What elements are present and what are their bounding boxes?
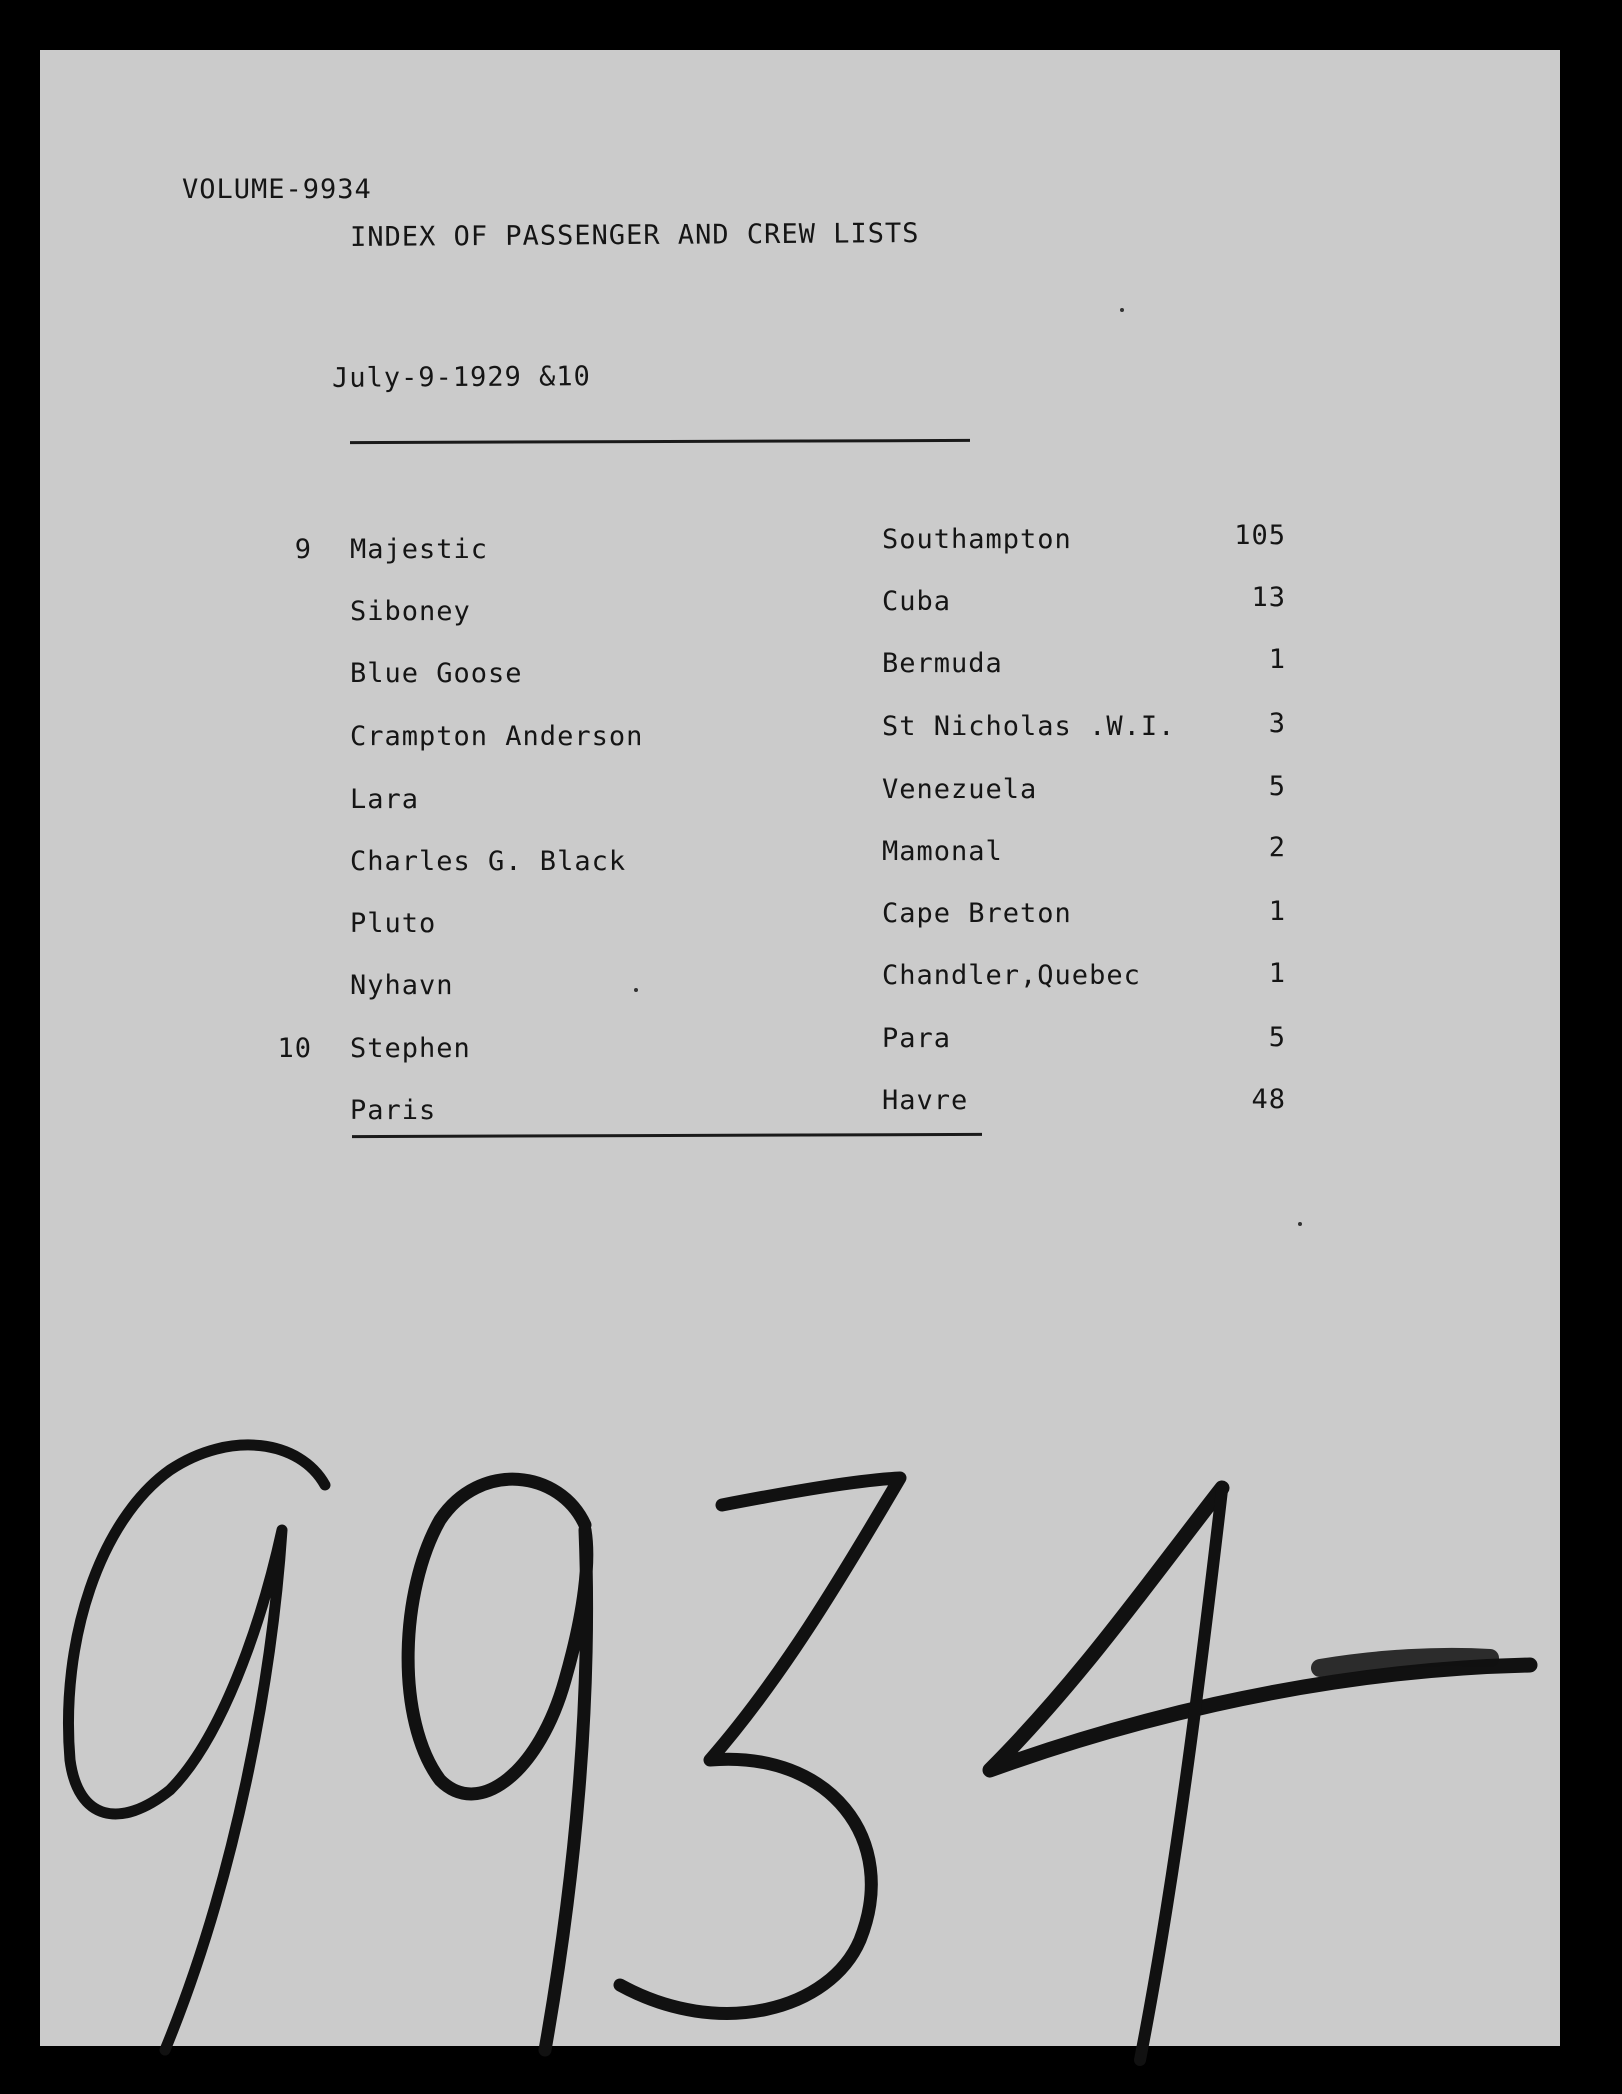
vessel-name: Nyhavn bbox=[350, 970, 454, 1001]
handwritten-digit-three bbox=[620, 1478, 900, 2013]
passenger-count: 1 bbox=[1268, 896, 1286, 927]
departure-port: Bermuda bbox=[882, 648, 1003, 679]
passenger-count: 2 bbox=[1268, 832, 1286, 863]
vessel-name: Charles G. Black bbox=[350, 846, 627, 877]
vessel-name: Majestic bbox=[350, 534, 489, 565]
handwritten-digit-nine bbox=[408, 1479, 587, 2050]
vessel-name: Blue Goose bbox=[350, 658, 523, 689]
handwritten-digit-four bbox=[990, 1488, 1530, 1770]
handwritten-digit-nine bbox=[68, 1445, 325, 2050]
arrival-day: 9 bbox=[294, 534, 312, 565]
departure-port: St Nicholas .W.I. bbox=[882, 711, 1176, 742]
departure-port: Southampton bbox=[882, 524, 1072, 555]
passenger-count: 48 bbox=[1251, 1084, 1286, 1115]
passenger-count: 105 bbox=[1234, 520, 1286, 551]
departure-port: Cape Breton bbox=[882, 898, 1072, 929]
document-date: July-9-1929 &10 bbox=[331, 361, 591, 394]
volume-label: VOLUME-9934 bbox=[182, 174, 372, 205]
departure-port: Chandler,Quebec bbox=[882, 960, 1141, 991]
vessel-name: Lara bbox=[350, 784, 420, 815]
passenger-count: 5 bbox=[1268, 771, 1286, 802]
passenger-count: 1 bbox=[1268, 958, 1286, 989]
passenger-count: 1 bbox=[1268, 644, 1286, 675]
vessel-name: Pluto bbox=[350, 908, 437, 939]
departure-port: Para bbox=[882, 1023, 952, 1054]
passenger-count: 5 bbox=[1268, 1022, 1286, 1053]
passenger-count: 13 bbox=[1251, 582, 1286, 613]
departure-port: Mamonal bbox=[882, 836, 1003, 867]
vessel-name: Crampton Anderson bbox=[350, 721, 644, 752]
vessel-name: Stephen bbox=[350, 1033, 471, 1064]
passenger-count: 3 bbox=[1268, 708, 1286, 739]
vessel-name: Siboney bbox=[350, 596, 471, 627]
document-title: INDEX OF PASSENGER AND CREW LISTS bbox=[349, 218, 920, 253]
departure-port: Venezuela bbox=[882, 774, 1038, 805]
departure-port: Havre bbox=[882, 1085, 969, 1116]
departure-port: Cuba bbox=[882, 586, 952, 617]
arrival-day: 10 bbox=[277, 1033, 312, 1064]
vessel-name: Paris bbox=[350, 1095, 437, 1126]
